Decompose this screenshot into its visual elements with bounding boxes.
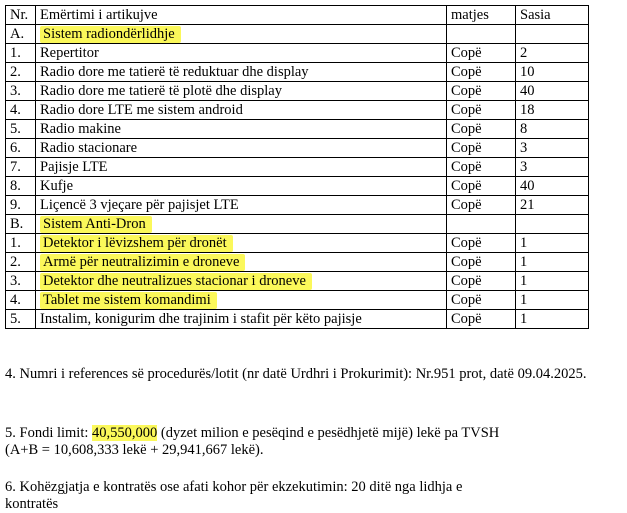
table-row [6,139,589,158]
table-row [6,101,589,120]
table-header-row [6,6,589,25]
row-name [36,139,447,158]
row-name-text: Pajisje LTE [40,159,108,175]
paragraph-reference-number: 4. Numri i references së procedurës/lotit (nr datë Urdhri i Prokurimit): Nr.951 prot, datë 09.04.2025. [5,366,587,382]
row-unit: Copë [447,44,516,63]
row-name [36,253,447,272]
row-qty: 18 [516,101,589,120]
row-unit: Copë [447,234,516,253]
row-nr: B. [6,215,36,234]
row-name [36,44,447,63]
row-nr: 2. [6,253,36,272]
row-qty: 21 [516,196,589,215]
row-unit: Copë [447,158,516,177]
table-row [6,291,589,310]
row-name-text: Liçencë 3 vjeçare për pajisjet LTE [40,197,239,213]
row-qty: 40 [516,177,589,196]
row-unit: Copë [447,272,516,291]
row-nr: 3. [6,272,36,291]
row-qty: 1 [516,253,589,272]
duration-line-2: kontratës [5,496,59,512]
row-nr: 5. [6,120,36,139]
row-unit: Copë [447,101,516,120]
row-unit [447,25,516,44]
table-row [6,25,589,44]
duration-line-1: 6. Kohëzgjatja e kontratës ose afati kohor për ekzekutimin: 20 ditë nga lidhja e [5,479,463,495]
row-qty [516,215,589,234]
table-row [6,158,589,177]
row-qty: 1 [516,272,589,291]
row-qty: 8 [516,120,589,139]
row-name-text: Sistem Anti-Dron [40,216,152,233]
table-row [6,63,589,82]
header-nr: Nr. [6,6,36,25]
row-nr: 4. [6,101,36,120]
paragraph-fund-limit [5,425,620,459]
row-unit: Copë [447,63,516,82]
row-name [36,82,447,101]
row-name [36,25,447,44]
row-nr: 6. [6,139,36,158]
row-nr: 7. [6,158,36,177]
row-nr: 4. [6,291,36,310]
row-name [36,234,447,253]
table-row [6,234,589,253]
row-qty: 3 [516,139,589,158]
row-unit: Copë [447,120,516,139]
row-name [36,196,447,215]
row-name [36,101,447,120]
items-table [5,5,589,329]
header-qty: Sasia [516,6,589,25]
row-name [36,310,447,329]
row-name [36,63,447,82]
row-nr: 8. [6,177,36,196]
row-name-text: Armë për neutralizimin e droneve [40,254,245,271]
table-row [6,177,589,196]
row-name-text: Radio dore me tatierë të reduktuar dhe display [40,64,309,80]
row-name-text: Radio dore me tatierë të plotë dhe display [40,83,282,99]
row-name [36,158,447,177]
fund-limit-amount: 40,550,000 [92,425,158,441]
row-name-text: Tablet me sistem komandimi [40,292,217,309]
row-unit: Copë [447,82,516,101]
row-nr: 2. [6,63,36,82]
row-qty: 3 [516,158,589,177]
row-name [36,215,447,234]
row-unit: Copë [447,196,516,215]
row-name-text: Radio dore LTE me sistem android [40,102,243,118]
header-unit: matjes [447,6,516,25]
row-name [36,272,447,291]
row-nr: 5. [6,310,36,329]
fund-limit-prefix: 5. Fondi limit: [5,425,93,441]
row-name [36,120,447,139]
row-nr: 1. [6,234,36,253]
row-qty: 1 [516,291,589,310]
row-qty: 1 [516,310,589,329]
row-qty: 10 [516,63,589,82]
row-name-text: Radio makine [40,121,121,137]
table-row [6,44,589,63]
table-row [6,310,589,329]
row-qty: 2 [516,44,589,63]
table-row [6,215,589,234]
row-name-text: Sistem radiondërlidhje [40,26,181,43]
row-nr: 3. [6,82,36,101]
table-row [6,82,589,101]
table-row [6,272,589,291]
fund-limit-breakdown: (A+B = 10,608,333 lekë + 29,941,667 lekë). [5,442,264,458]
table-row [6,196,589,215]
row-unit: Copë [447,177,516,196]
fund-limit-rest: (dyzet milion e pesëqind e pesëdhjetë mijë) lekë pa TVSH [157,425,500,441]
row-name-text: Radio stacionare [40,140,138,156]
header-name: Emërtimi i artikujve [36,6,447,25]
table-row [6,120,589,139]
row-name-text: Kufje [40,178,74,194]
row-unit: Copë [447,291,516,310]
row-nr: 9. [6,196,36,215]
row-unit: Copë [447,310,516,329]
row-name-text: Detektor i lëvizshem për dronët [40,235,233,252]
table-row [6,253,589,272]
row-name [36,291,447,310]
row-unit: Copë [447,139,516,158]
row-nr: A. [6,25,36,44]
row-unit [447,215,516,234]
row-name-text: Detektor dhe neutralizues stacionar i droneve [40,273,312,290]
row-nr: 1. [6,44,36,63]
row-qty: 40 [516,82,589,101]
paragraph-contract-duration [5,479,620,513]
table-body [6,25,589,329]
row-qty: 1 [516,234,589,253]
row-qty [516,25,589,44]
row-name [36,177,447,196]
row-name-text: Repertitor [40,45,99,61]
row-name-text: Instalim, konigurim dhe trajinim i stafit për këto pajisje [40,311,362,327]
row-unit: Copë [447,253,516,272]
